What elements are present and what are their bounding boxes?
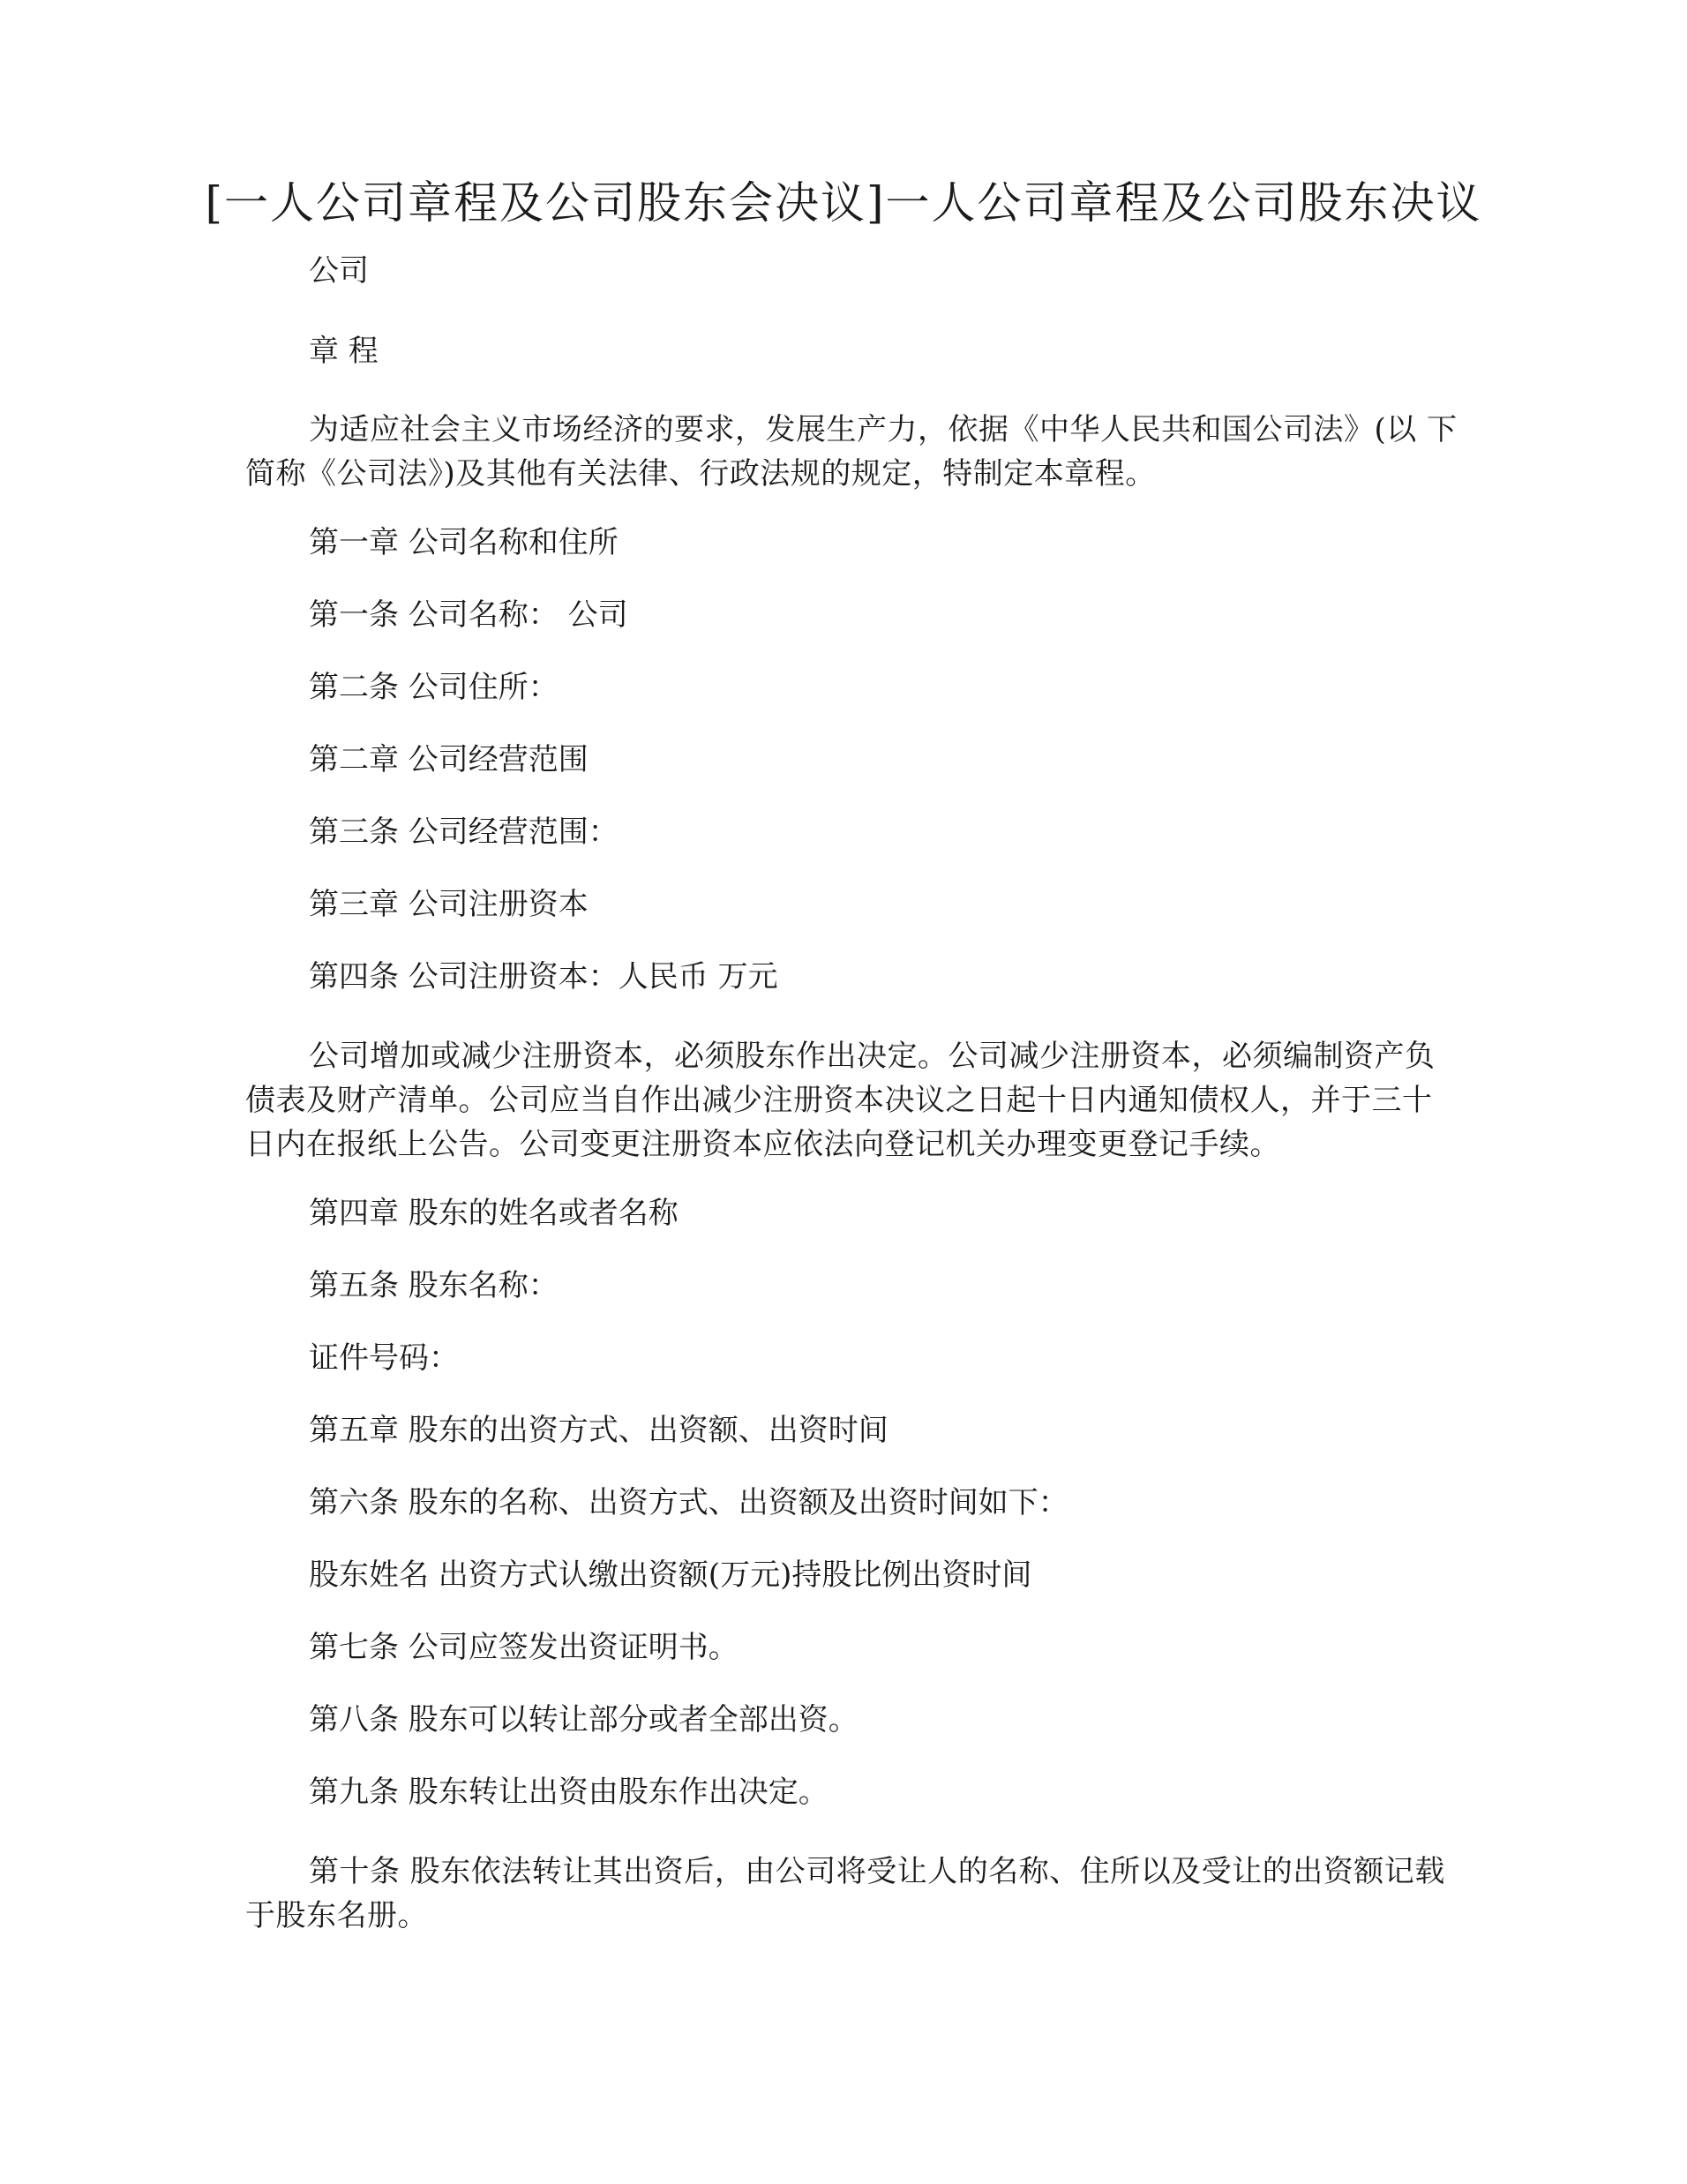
chapter-3-heading: 第三章 公司注册资本 (309, 887, 589, 922)
article-8: 第八条 股东可以转让部分或者全部出资。 (309, 1702, 858, 1737)
article-2: 第二条 公司住所： (309, 670, 559, 705)
chapter-1-heading: 第一章 公司名称和住所 (309, 525, 619, 560)
capital-change-paragraph: 公司增加或减少注册资本，必须股东作出决定。公司减少注册资本，必须编制资产负 债表及财产清单。公司应当自作出减少注册资本决议之日起十日内通知债权人，并于三十 日内在报纸上公告。公司变更注册资本应依法向登记机关办理变更登记手续。 (245, 1039, 1436, 1162)
shareholder-table-header: 股东姓名 出资方式认缴出资额(万元)持股比例出资时间 (309, 1557, 1032, 1593)
charter-heading: 章 程 (309, 334, 379, 369)
article-4: 第四条 公司注册资本：人民币 万元 (309, 959, 778, 994)
chapter-2-heading: 第二章 公司经营范围 (309, 742, 589, 777)
chapter-5-heading: 第五章 股东的出资方式、出资额、出资时间 (309, 1413, 888, 1448)
article-1: 第一条 公司名称： 公司 (309, 597, 628, 633)
article-6: 第六条 股东的名称、出资方式、出资额及出资时间如下： (309, 1485, 1068, 1520)
article-5: 第五条 股东名称： (309, 1268, 559, 1303)
document-title: [一人公司章程及公司股东会决议]一人公司章程及公司股东决议 (205, 177, 1482, 229)
company-heading: 公司 (309, 253, 369, 289)
chapter-4-heading: 第四章 股东的姓名或者名称 (309, 1196, 679, 1231)
article-9: 第九条 股东转让出资由股东作出决定。 (309, 1775, 829, 1810)
preamble-paragraph: 为适应社会主义市场经济的要求，发展生产力，依据《中华人民共和国公司法》(以 下简称《公司法》)及其他有关法律、行政法规的规定，特制定本章程。 (245, 412, 1458, 492)
article-7: 第七条 公司应签发出资证明书。 (309, 1630, 739, 1665)
article-10-paragraph: 第十条 股东依法转让其出资后，由公司将受让人的名称、住所以及受让的出资额记载于股东名册。 (245, 1854, 1445, 1933)
id-number-line: 证件号码： (309, 1340, 459, 1376)
article-3: 第三条 公司经营范围： (309, 814, 619, 850)
